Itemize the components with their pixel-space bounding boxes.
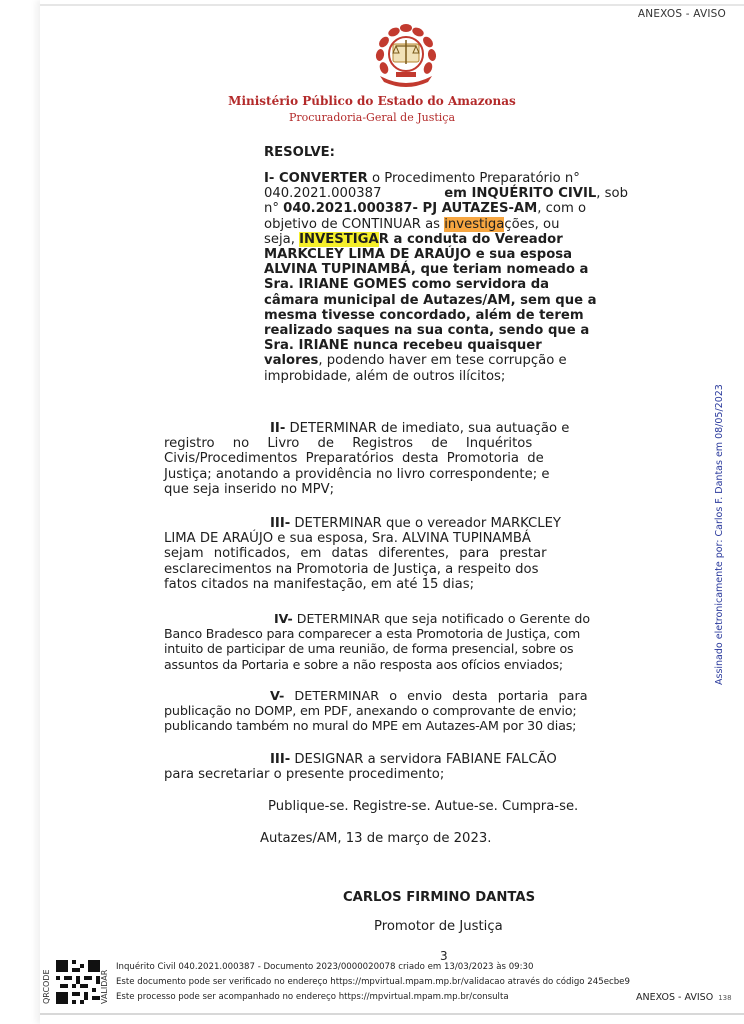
department-name: Procuradoria-Geral de Justiça bbox=[288, 111, 456, 124]
electronic-signature-note: Assinado eletronicamente por: Carlos F. Dantas em 08/05/2023 bbox=[714, 384, 725, 685]
publique-line: Publique-se. Registre-se. Autue-se. Cumpra-se. bbox=[268, 799, 579, 814]
item-1-paragraph: I- CONVERTER o Procedimento Preparatório n° 040.2021.000387 em INQUÉRITO CIVIL, sob n° 040.2021.000387- PJ AUTAZES-AM, com o objetivo de CONTINUAR as investigações, ou seja, INVESTIGAR a conduta do Vereador MARKCLEY LIMA DE ARAÚJO e sua esposa ALVINA TUPINAMBÁ, que teriam nomeado a Sra. IRIANE GOMES como servidora da câmara municipal de Autazes/AM, sem que a mesma tivesse concordado, além de terem realizado saques na sua conta, sendo que a Sra. IRIANE nunca recebeu quaisquer valores, podendo haver em tese corrupção e improbidade, além de outros ilícitos; bbox=[264, 171, 628, 384]
page-number: 3 bbox=[440, 949, 448, 963]
signer-name: CARLOS FIRMINO DANTAS bbox=[343, 890, 536, 905]
resolve-heading: RESOLVE: bbox=[264, 145, 335, 160]
document-page bbox=[40, 0, 744, 1024]
footer-divider bbox=[40, 1013, 744, 1015]
footer-validation-link[interactable]: Este documento pode ser verificado no endereço https://mpvirtual.mpam.mp.br/validacao através do código 245ecbe9 bbox=[116, 977, 630, 987]
item-3-paragraph: III- DETERMINAR que o vereador MARKCLEY LIMA DE ARAÚJO e sua esposa, Sra. ALVINA TUPINAMBÁ sejam notificados, em datas diferentes, para prestar esclarecimentos na Promotoria de Justiça, a respeito dos fatos citados na manifestação, em até 15 dias; bbox=[164, 516, 561, 592]
footer-consulta-link[interactable]: Este processo pode ser acompanhado no endereço https://mpvirtual.mpam.mp.br/consulta bbox=[116, 992, 509, 1002]
footer-document-info: Inquérito Civil 040.2021.000387 - Documento 2023/0000020078 criado em 13/03/2023 às 09:30 bbox=[116, 962, 534, 972]
qr-code-icon[interactable] bbox=[56, 960, 100, 1004]
item-5-paragraph: V- DETERMINAR o envio desta portaria para publicação no DOMP, em PDF, anexando o comprovante de envio; publicando também no mural do MPE em Autazes-AM por 30 dias; bbox=[164, 689, 588, 735]
highlight-yellow: INVESTIGA bbox=[299, 231, 379, 247]
highlight-orange: investiga bbox=[444, 216, 505, 232]
validar-label: VALIDAR bbox=[100, 969, 109, 1004]
institution-seal-icon bbox=[366, 18, 446, 88]
signer-role: Promotor de Justiça bbox=[374, 919, 503, 934]
item-6-paragraph: III- DESIGNAR a servidora FABIANE FALCÃO para secretariar o presente procedimento; bbox=[164, 752, 557, 783]
top-divider bbox=[40, 4, 744, 6]
date-place: Autazes/AM, 13 de março de 2023. bbox=[260, 831, 492, 846]
item-2-paragraph: II- DETERMINAR de imediato, sua autuação e registro no Livro de Registros de Inquéritos Civis/Procedimentos Preparatórios desta Promotoria de Justiça; anotando a providência no livro correspondente; e que seja inserido no MPV; bbox=[164, 421, 570, 497]
item-4-paragraph: IV- DETERMINAR que seja notificado o Gerente do Banco Bradesco para comparecer a esta Promotoria de Justiça, com intuito de participar de uma reunião, de forma presencial, sobre os assuntos da Portaria e sobre a não resposta aos ofícios enviados; bbox=[164, 611, 591, 672]
anexos-aviso-label: ANEXOS - AVISO bbox=[637, 8, 726, 20]
institution-name: Ministério Público do Estado do Amazonas bbox=[228, 94, 516, 108]
anexos-aviso-footer: ANEXOS - AVISO 138 bbox=[636, 992, 732, 1003]
qrcode-label: QRCODE bbox=[42, 969, 51, 1004]
page-code: 138 bbox=[718, 994, 732, 1002]
